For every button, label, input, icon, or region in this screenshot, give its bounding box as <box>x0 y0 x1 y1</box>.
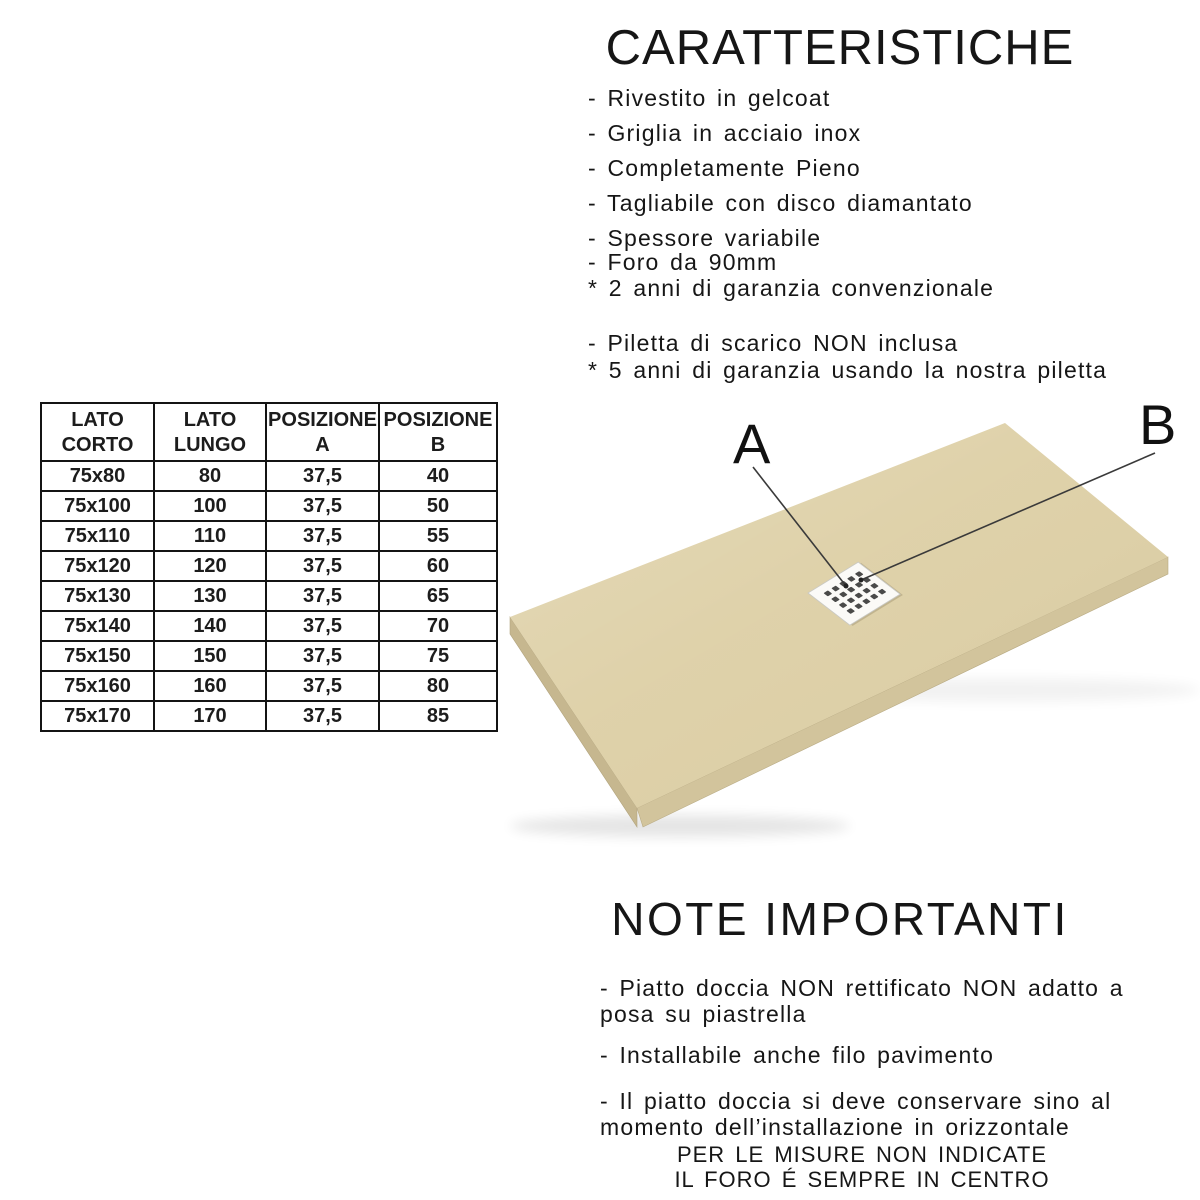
table-cell: 60 <box>379 551 497 581</box>
table-cell: 110 <box>154 521 266 551</box>
table-cell: 150 <box>154 641 266 671</box>
table-cell: 55 <box>379 521 497 551</box>
label-b: B <box>1139 393 1177 456</box>
feature-item: - Piletta di scarico NON inclusa <box>588 330 959 356</box>
note-line: posa su piastrella <box>600 1001 807 1027</box>
feature-item: * 5 anni di garanzia usando la nostra piletta <box>588 357 1108 383</box>
table-cell: 75 <box>379 641 497 671</box>
note-line: - Il piatto doccia si deve conservare sino al <box>600 1088 1112 1114</box>
table-cell: 37,5 <box>266 491 379 521</box>
header-line: B <box>430 433 446 456</box>
table-cell: 75x150 <box>41 641 154 671</box>
table-cell: 70 <box>379 611 497 641</box>
table-cell: 120 <box>154 551 266 581</box>
table-cell: 75x170 <box>41 701 154 731</box>
header-line: POSIZIONE <box>268 408 377 431</box>
table-cell: 160 <box>154 671 266 701</box>
header-line: LATO <box>183 408 237 431</box>
table-cell: 37,5 <box>266 551 379 581</box>
table-cell: 75x100 <box>41 491 154 521</box>
header-line: A <box>315 433 330 456</box>
notes-title: NOTE IMPORTANTI <box>611 893 1069 945</box>
notes-list <box>600 975 1180 1140</box>
table-cell: 170 <box>154 701 266 731</box>
feature-item: - Completamente Pieno <box>588 155 861 181</box>
callout-dot-b <box>859 578 864 583</box>
note-item <box>600 1088 1180 1140</box>
table-cell: 75x130 <box>41 581 154 611</box>
header-line: LUNGO <box>173 433 247 456</box>
header-line: POSIZIONE <box>383 408 493 431</box>
table-cell: 100 <box>154 491 266 521</box>
feature-item: * 2 anni di garanzia convenzionale <box>588 275 995 301</box>
table-cell: 85 <box>379 701 497 731</box>
table-cell: 130 <box>154 581 266 611</box>
note-line: - Installabile anche filo pavimento <box>600 1042 995 1068</box>
label-a: A <box>733 412 771 475</box>
callout-dot-a <box>844 584 849 589</box>
table-cell: 75x140 <box>41 611 154 641</box>
feature-item: - Spessore variabile <box>588 225 822 251</box>
table-cell: 75x110 <box>41 521 154 551</box>
table-cell: 37,5 <box>266 641 379 671</box>
feature-item: - Rivestito in gelcoat <box>588 85 831 111</box>
note-line: - Piatto doccia NON rettificato NON adatto a <box>600 975 1124 1001</box>
table-cell: 140 <box>154 611 266 641</box>
feature-item: - Tagliabile con disco diamantato <box>588 190 973 216</box>
table-cell: 50 <box>379 491 497 521</box>
table-cell: 75x160 <box>41 671 154 701</box>
table-cell: 37,5 <box>266 701 379 731</box>
table-cell: 80 <box>154 461 266 491</box>
tray-shadow <box>510 815 850 837</box>
header-line: LATO <box>71 408 124 431</box>
footer-note-line: IL FORO É SEMPRE IN CENTRO <box>674 1167 1050 1192</box>
table-cell: 65 <box>379 581 497 611</box>
table-cell: 37,5 <box>266 461 379 491</box>
header-line: CORTO <box>61 433 134 456</box>
feature-item: - Foro da 90mm <box>588 249 778 275</box>
table-cell: 37,5 <box>266 521 379 551</box>
table-cell: 37,5 <box>266 671 379 701</box>
table-cell: 80 <box>379 671 497 701</box>
characteristics-title: CARATTERISTICHE <box>605 21 1075 75</box>
table-cell: 75x120 <box>41 551 154 581</box>
table-cell: 37,5 <box>266 611 379 641</box>
note-item <box>600 975 1180 1027</box>
feature-item: - Griglia in acciaio inox <box>588 120 862 146</box>
footer-note-line: PER LE MISURE NON INDICATE <box>676 1142 1048 1167</box>
table-cell: 37,5 <box>266 581 379 611</box>
table-cell: 40 <box>379 461 497 491</box>
note-line: momento dell’installazione in orizzontale <box>600 1114 1070 1140</box>
note-item <box>600 1042 1180 1068</box>
table-cell: 75x80 <box>41 461 154 491</box>
footer-note <box>560 1142 1164 1192</box>
